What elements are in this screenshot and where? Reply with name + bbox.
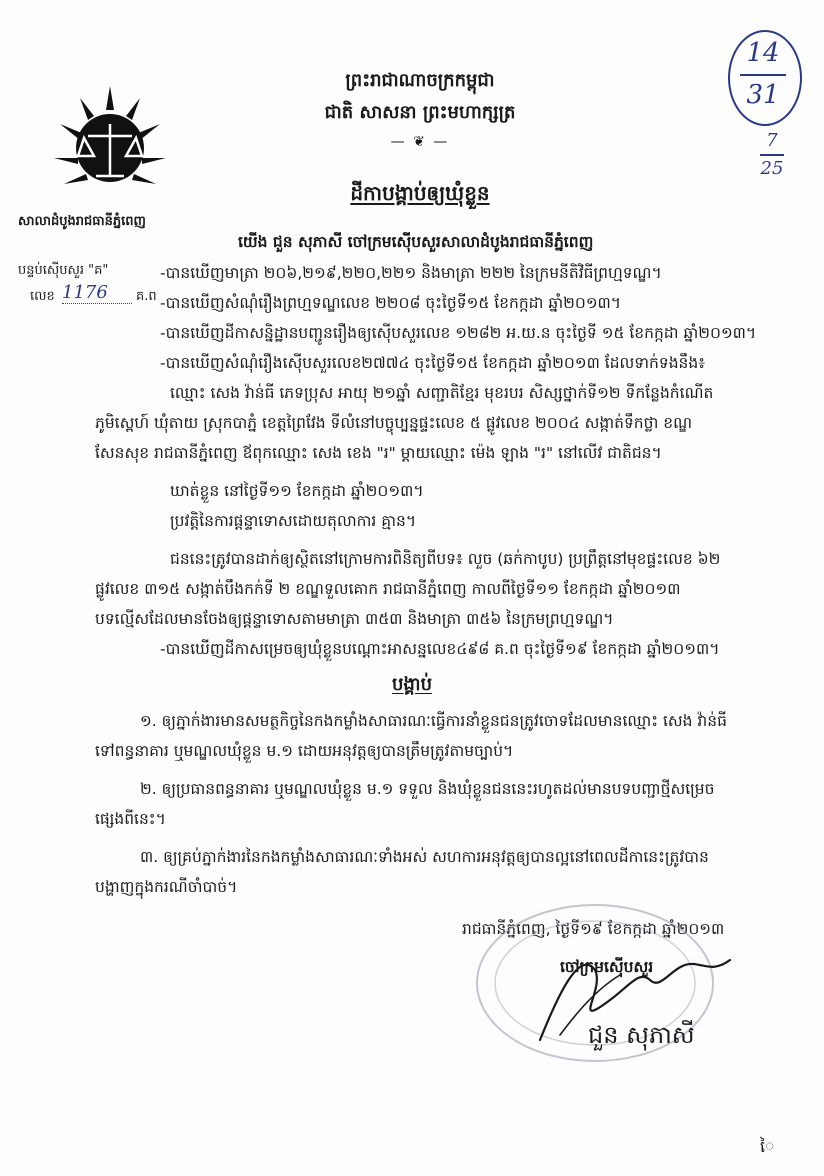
signer-name: ជួន សុភាសី [588,1021,695,1049]
body-line: សែនសុខ រាជធានីភ្នំពេញ ឪពុកឈ្មោះ សេង ខេង "រ" ម្ដាយឈ្មោះ ម៉េង ឡាង "រ" នៅលើវ ជាតិជន។ [95,444,662,462]
side-number-bottom: 25 [760,158,784,179]
order-line: ២. ឲ្យប្រធានពន្ធនាគារ ឬមណ្ឌលឃុំខ្លួន ម.១ ទទួល និងឃុំខ្លួនជននេះរហូតដល់មានបទបញ្ជាថ្មីសម្រេច [140,780,715,798]
order-heading: បង្គាប់ [392,674,432,695]
order-line: ទៅពន្ធនាគារ ឬមណ្ឌលឃុំខ្លួន ម.១ ដោយអនុវត្តឲ្យបានត្រឹមត្រូវតាមច្បាប់។ [95,742,514,760]
header-ornament: — ❦ — [390,134,450,150]
reference-divider [740,74,786,76]
body-line: ឃាត់ខ្លួន នៅថ្ងៃទី១១ ខែកក្កដា ឆ្នាំ២០១៣។ [170,482,424,500]
side-number-divider [760,154,784,156]
kingdom-header: ព្រះរាជាណាចក្រកម្ពុជា [345,70,495,91]
date-line: រាជធានីភ្នំពេញ, ថ្ងៃទី១៩ ខែកក្កដា ឆ្នាំ២០១៣ [462,920,725,938]
footer-mark: ៃ [760,1137,775,1156]
case-label: លេខ [30,289,55,304]
reference-top: 14 [746,38,780,68]
body-line: ឈ្មោះ សេង វ៉ាន់ធី ភេទប្រុស អាយុ ២១ឆ្នាំ សញ្ជាតិខ្មែរ មុខរបរ សិស្សថ្នាក់ទី១២ ទីកន្លែងកំណើត [170,384,714,402]
body-line: -បានឃើញដីកាសន្និដ្ឋានបញ្ជូនរឿងឲ្យស៊ើបសួរលេខ ១២៨២ អ.យ.ន ចុះថ្ងៃទី ១៥ ខែកក្កដា ឆ្នាំ២០១៣។ [160,324,757,342]
body-line: ភូមិស្ពេហ៍ ឃុំតាយ ស្រុកបាភ្នំ ខេត្តព្រៃវែង ទីលំនៅបច្ចុប្បន្នផ្ទះលេខ ៥ ផ្លូវលេខ ២០០៤ សង្កាត់ទឹកថ្លា ខណ្ឌ [95,414,693,432]
record-label: បន្ទប់ស៊ើបសួរ "គ" [18,263,109,278]
body-line: ជននេះត្រូវបានដាក់ឲ្យស្ថិតនៅក្រោមការពិនិត្យពីបទ៖ លួច (ឆក់កាបូប) ប្រព្រឹត្តនៅមុខផ្ទះលេខ ៦២ [170,550,721,568]
order-line: បង្ហាញក្នុងករណីចាំបាច់។ [95,878,238,896]
body-line: បទល្មើសដែលមានចែងឲ្យផ្ដន្ទាទោសតាមមាត្រា ៣៥៣ និងមាត្រា ៣៥៦ នៃក្រមព្រហ្មទណ្ឌ។ [95,610,614,628]
body-line: -បានឃើញដីកាសម្រេចឲ្យឃុំខ្លួនបណ្ដោះអាសន្នលេខ៤៩៨ គ.ព ចុះថ្ងៃទី១៩ ខែកក្កដា ឆ្នាំ២០១៣។ [160,640,720,658]
document-title: ដីកាបង្គាប់ឲ្យឃុំខ្លួន [350,181,490,205]
order-line: ផ្សេងពីនេះ។ [95,810,166,828]
body-line: ផ្លូវលេខ ៣១៥ សង្កាត់បឹងកក់ទី ២ ខណ្ឌទួលគោក រាជធានីភ្នំពេញ កាលពីថ្ងៃទី១១ ខែកក្កដា ឆ្នាំ២០១៣ [95,580,681,598]
reference-bottom: 31 [746,80,780,110]
side-number-top: 7 [766,130,778,151]
order-line: ៣. ឲ្យគ្រប់ភ្នាក់ងារនៃកងកម្លាំងសាធារណៈទាំងអស់ សហការអនុវត្តឲ្យបានល្អនៅពេលដីកានេះត្រូវបាន [140,848,709,866]
court-emblem [50,80,170,200]
body-line: -បានឃើញមាត្រា ២០៦,២១៩,២២០,២២១ និងមាត្រា ២២២ នៃក្រមនីតិវិធីព្រហ្មទណ្ឌ។ [160,264,662,282]
order-line: ១. ឲ្យភ្នាក់ងារមានសមត្ថកិច្ចនៃកងកម្លាំងសាធារណៈធ្វើការនាំខ្លួនជនត្រូវចោទដែលមានឈ្មោះ សេង វ៉ាន់ធី [140,712,727,730]
case-suffix: គ.ព [136,289,157,304]
motto-header: ជាតិ សាសនា ព្រះមហាក្សត្រ [324,102,516,123]
case-number: 1176 [62,282,132,304]
intro-line: យើង ជួន សុភាសី ចៅក្រមស៊ើបសួរសាលាដំបូងរាជធានីភ្នំពេញ [238,233,594,251]
court-name: សាលាដំបូងរាជធានីភ្នំពេញ [18,214,146,229]
body-line: -បានឃើញសំណុំរឿងស៊ើបសួរលេខ២៧៧៤ ចុះថ្ងៃទី១៥ ខែកក្កដា ឆ្នាំ២០១៣ ដែលទាក់ទងនឹង៖ [160,354,706,372]
body-line: ប្រវត្តិនៃការផ្ដន្ទាទោសដោយតុលាការ គ្មាន។ [170,512,417,530]
signer-title: ចៅក្រមស៊ើបសួរ [560,958,654,976]
body-line: -បានឃើញសំណុំរឿងព្រហ្មទណ្ឌលេខ ២២០៨ ចុះថ្ងៃទី១៥ ខែកក្កដា ឆ្នាំ២០១៣។ [160,294,622,312]
